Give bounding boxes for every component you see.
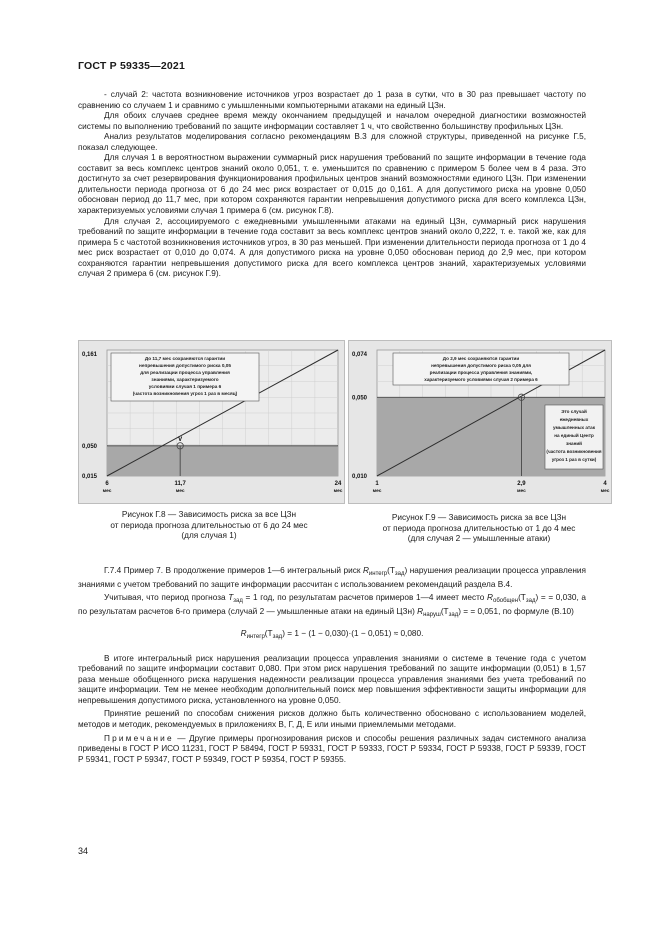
intro-text: [78, 90, 586, 280]
symbol: T: [228, 593, 234, 603]
annotation-line: Это случай: [561, 409, 587, 414]
subscript: интегр: [368, 571, 388, 577]
paragraph: Принятие решений по способам снижения рисков должно быть количественно обосновано с использованием моделей, методов и методик, рекомендуемых в приложениях В, Г, Д, Е или иными приемлемыми методами.: [78, 709, 586, 730]
paragraph: - случай 2: частота возникновение источников угроз возрастает до 1 раза в сутки, что в 30 раз превышает частоту по сравнению со случаем 1 и сравнимо с умышленными компьютерными атаками на единый ЦЗн.: [78, 90, 586, 110]
figure-g9-chart: [348, 340, 612, 504]
y-tick-label: 0,050: [82, 443, 98, 450]
subscript: зад: [525, 598, 536, 605]
note-text: — Другие примеры прогнозирования рисков и способы решения различных задач системного анализа приведены в ГОСТ Р ИСО 11231, ГОСТ Р 58494, ГОСТ Р 59331, ГОСТ Р 59333, ГОСТ Р 59334, ГОСТ Р 59338, ГОСТ Р 59339, ГОСТ Р 59341, ГОСТ Р 59347, ГОСТ Р 59349, ГОСТ Р 59354, ГОСТ Р 59355.: [78, 733, 586, 764]
annotation-line: характеризуемого условиями случая 2 примера 6: [424, 377, 538, 382]
y-tick-label: 0,050: [352, 395, 368, 402]
text-run: Г.7.4 Пример 7. В продолжение примеров 1—6 интегральный риск: [104, 566, 363, 575]
paragraph: [78, 593, 586, 620]
text-run: ) = = 0,030, а по результатам расчетов 6-го примера (случай 2 — умышленные атаки на единый ЦЗн): [78, 593, 586, 616]
annotation-line: знаний: [565, 441, 583, 446]
text-run: ) = = 0,051, по формуле (В.10): [458, 606, 574, 616]
paragraph: Анализ результатов моделирования согласно рекомендациям В.3 для сложной структуры, приведенной на рисунке Г.5, показал следующее.: [78, 132, 586, 152]
annotation-line: реализации процесса управления знаниями,: [429, 370, 533, 375]
figure-g8-caption: [78, 510, 340, 542]
subscript: обобщен: [492, 598, 519, 605]
subscript: зад: [448, 611, 459, 618]
caption-line: (для случая 1): [181, 531, 237, 541]
x-tick-unit: мес: [600, 489, 610, 494]
annotation-line: непревышения допустимого риска 0,05 для: [431, 363, 531, 368]
annotation-line: умышленных атак: [552, 425, 596, 430]
figure-g9-svg: [349, 341, 611, 503]
subscript: зад: [233, 598, 243, 605]
text-run: ) = 1 − (1 − 0,030)·(1 − 0,051) ≈ 0,080.: [282, 629, 424, 639]
subscript: зад: [394, 571, 405, 577]
x-tick-unit: мес: [175, 489, 185, 494]
x-tick-unit: мес: [102, 489, 112, 494]
formula: [78, 629, 586, 643]
subscript: интегр: [246, 634, 265, 641]
x-tick-label: 6: [105, 481, 109, 487]
subscript: наруш: [423, 611, 441, 618]
paragraph: Для обоих случаев среднее время между окончанием предыдущей и началом очередной диагностики возможностей системы по выполнению требований по защите информации составляет 1 ч, что свойственно большинству профильных ЦЗн.: [78, 111, 586, 131]
figure-g8-chart: [78, 340, 345, 504]
annotation-line: на единый Центр: [554, 433, 594, 438]
annotation-line: знаниями, характеризуемого: [151, 377, 219, 382]
x-tick-unit: мес: [372, 489, 382, 494]
paragraph: Для случая 2, ассоциируемого с ежедневными умышленными атаками на единый ЦЗн, суммарный риск нарушения требований по защите информации в течение года составит за весь комплекс центров знаний около 0,222, т. е. такой же, как для примера 5 с частотой возникновения источников угроз, в 30 раз меньшей. При изменении длительности периода прогноза от 1 до 4 мес риск возрастает от 0,010 до 0,074. А для допустимого риска на уровне 0,050 обоснован период до 2,9 мес, при котором сохраняются гарантии непревышения допустимого риска для всего комплекса центров знаний, характеризуемых условиями случая 2 примера 6 (см. рисунок Г.9).: [78, 216, 586, 279]
risk-band: [107, 446, 338, 476]
y-tick-label: 0,015: [82, 474, 98, 480]
annotation-line: для реализации процесса управления: [140, 370, 230, 375]
symbol: R: [362, 566, 369, 575]
x-tick-label: 24: [334, 481, 342, 487]
text-run: (T: [264, 629, 273, 639]
text-run: (T: [518, 593, 526, 603]
example-7-section: [78, 566, 586, 765]
annotation-line: непревышения допустимого риска 0,05: [139, 363, 231, 368]
y-tick-label: 0,010: [352, 474, 368, 480]
caption-line: Рисунок Г.9 — Зависимость риска за все ЦЗн: [391, 513, 567, 522]
text-run: (T: [387, 566, 395, 575]
caption-line: Рисунок Г.8 — Зависимость риска за все ЦЗн: [121, 510, 297, 519]
text-run: = 1 год, по результатам расчетов примеров 1—4 имеет место: [242, 593, 488, 603]
symbol: R: [417, 606, 424, 616]
x-tick-unit: мес: [333, 489, 343, 494]
caption-line: от периода прогноза длительностью от 1 до 4 мес: [382, 523, 576, 533]
note: [78, 734, 586, 766]
paragraph: [78, 566, 586, 590]
marker-label: V: [178, 436, 183, 443]
x-tick-label: 4: [603, 481, 607, 487]
annotation-line: До 11,7 мес сохраняются гарантии: [144, 356, 226, 361]
caption-line: от периода прогноза длительностью от 6 до 24 мес: [110, 520, 308, 530]
annotation-line: До 2,9 мес сохраняются гарантии: [442, 356, 520, 361]
y-tick-label: 0,074: [352, 352, 368, 358]
annotation-line: угроз 1 раз в сутки): [551, 457, 597, 462]
paragraph: В итоге интегральный риск нарушения реализации процесса управления знаниями о системе в течение года с учетом требований по защите информации составит 0,080. При этом риск нарушения требований по защите информации (0,051) в 1,57 раза меньше обобщенного риска нарушения надежности реализации процесса управления знаниями без учета требований по защите информации. Тем не менее необходим дополнительный поиск мер повышения эффективности защиты информации для непревышения допустимого риска, установленного на уровне 0,050.: [78, 653, 586, 705]
page-number: 34: [78, 846, 89, 856]
symbol: R: [487, 593, 493, 603]
x-tick-label: 11,7: [174, 481, 186, 487]
figure-g9-caption: [345, 513, 613, 545]
y-tick-label: 0,161: [82, 352, 98, 358]
annotation-line: (частота возникновения угроз 1 раз в месяц): [132, 391, 238, 396]
x-tick-label: 2,9: [517, 481, 526, 487]
annotation-line: (частота возникновения: [546, 449, 602, 454]
annotation-line: условиями случая 1 примера 6: [148, 384, 222, 389]
subscript: зад: [272, 634, 283, 641]
x-tick-label: 1: [375, 481, 379, 487]
paragraph: Для случая 1 в вероятностном выражении суммарный риск нарушения требований по защите информации в течение года составит за весь комплекс центров знаний около 0,051, т. е. уменьшится по сравнению с примером 5 более чем в 4 раза. Это достигнуто за счет резервирования функционирования профильных центров знаний возможностями единого ЦЗн. При изменении длительности периода прогноза от 6 до 24 мес риск возрастает от 0,015 до 0,161. А для допустимого риска на уровне 0,050 обоснован период до 11,7 мес, при котором сохраняются гарантии непревышения допустимого риска для всего комплекса ЦЗн, характеризуемых условиями случая 1 примера 6 (см. рисунок Г.8).: [78, 153, 586, 216]
document-header: ГОСТ Р 59335—2021: [78, 60, 186, 72]
text-run: ) нарушения реализации процесса управления знаниями с учетом требований по защите информации рассчитан с использованием рекомендаций раздела В.4.: [78, 566, 586, 589]
note-label: Примечание: [104, 733, 174, 743]
text-run: (T: [440, 606, 449, 616]
text-run: Учитывая, что период прогноза: [104, 593, 229, 603]
caption-line: (для случая 2 — умышленные атаки): [407, 534, 551, 544]
symbol: R: [240, 629, 247, 639]
annotation-line: ежедневных: [559, 417, 589, 422]
x-tick-unit: мес: [516, 489, 526, 494]
figure-g8-svg: [79, 341, 344, 503]
